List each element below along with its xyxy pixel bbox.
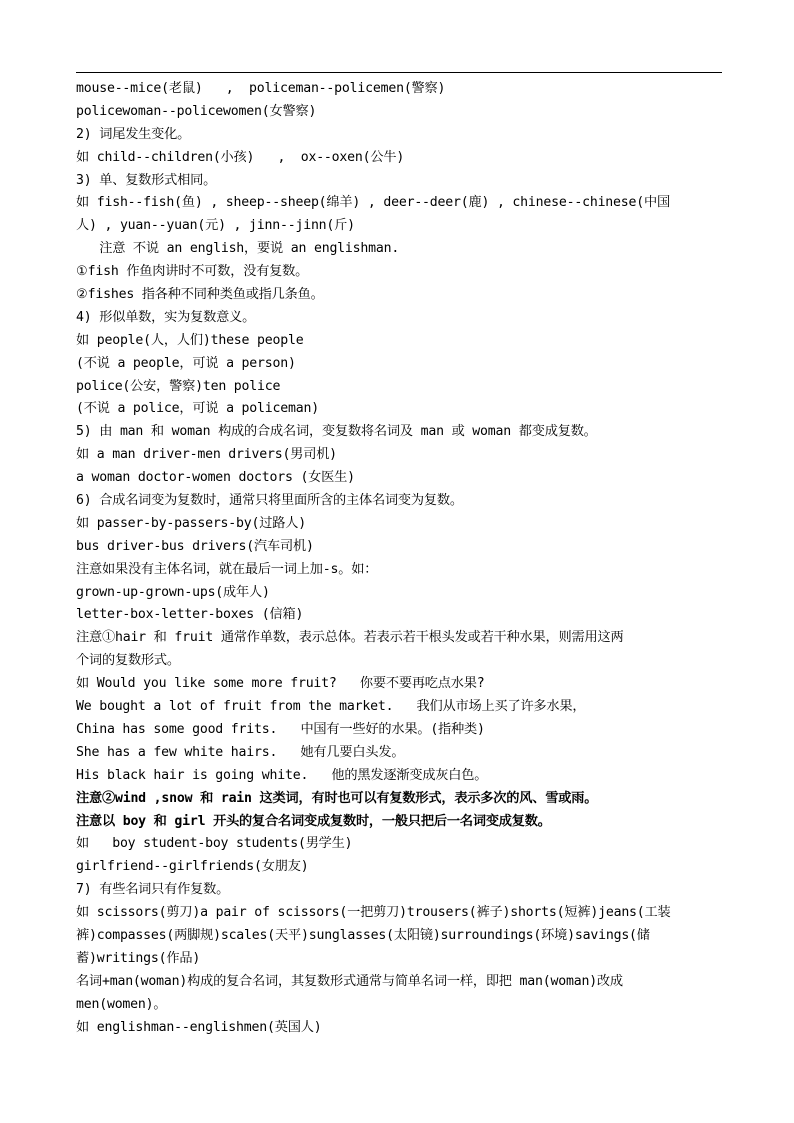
text-line: grown-up-grown-ups(成年人): [76, 584, 270, 600]
document-body: [76, 78, 726, 1039]
text-line: 6) 合成名词变为复数时，通常只将里面所含的主体名词变为复数。: [76, 493, 463, 509]
text-line: 裤)compasses(两脚规)scales(天平)sunglasses(太阳镜)surroundings(环境)savings(储: [76, 927, 650, 943]
text-line: 如 a man driver-men drivers(男司机): [76, 447, 337, 463]
text-line: (不说 a police，可说 a policeman): [76, 401, 319, 417]
text-line: 5) 由 man 和 woman 构成的合成名词，变复数将名词及 man 或 woman 都变成复数。: [76, 424, 597, 440]
text-line: mouse--mice(老鼠) , policeman--policemen(警察): [76, 81, 446, 96]
text-line: bus driver-bus drivers(汽车司机): [76, 538, 314, 554]
text-line: police(公安，警察)ten police: [76, 378, 281, 394]
text-line: 如 people(人，人们)these people: [76, 332, 304, 348]
text-line: men(women)。: [76, 996, 167, 1012]
text-line: 2) 词尾发生变化。: [76, 126, 191, 142]
text-line: 如 englishman--englishmen(英国人): [76, 1019, 322, 1035]
text-line: 注意①hair 和 fruit 通常作单数，表示总体。若表示若干根头发或若干种水果，则需用这两: [76, 630, 624, 646]
text-line: ①fish 作鱼肉讲时不可数，没有复数。: [76, 264, 309, 280]
text-line: 4) 形似单数，实为复数意义。: [76, 309, 256, 325]
text-line: policewoman--policewomen(女警察): [76, 103, 317, 119]
text-line: 个词的复数形式。: [76, 653, 180, 669]
text-line: 7) 有些名词只有作复数。: [76, 882, 230, 898]
text-line: 如 Would you like some more fruit? 你要不要再吃点水果?: [76, 676, 485, 692]
text-line: 注意以 boy 和 girl 开头的复合名词变成复数时，一般只把后一名词变成复数。: [76, 813, 551, 829]
text-line: His black hair is going white. 他的黑发逐渐变成灰白色。: [76, 767, 488, 783]
text-line: 如 scissors(剪刀)a pair of scissors(一把剪刀)trousers(裤子)shorts(短裤)jeans(工装: [76, 905, 671, 921]
text-line: 3) 单、复数形式相同。: [76, 172, 217, 188]
text-line: 注意②wind ,snow 和 rain 这类词，有时也可以有复数形式，表示多次的风、雪或雨。: [76, 790, 598, 806]
header-rule: [76, 72, 722, 73]
text-line: girlfriend--girlfriends(女朋友): [76, 859, 309, 875]
text-line: 如 boy student-boy students(男学生): [76, 836, 353, 852]
text-line: 注意 不说 an english，要说 an englishman.: [76, 241, 400, 257]
text-line: (不说 a people，可说 a person): [76, 355, 296, 371]
text-line: 如 passer-by-passers-by(过路人): [76, 515, 306, 531]
text-line: ②fishes 指各种不同种类鱼或指几条鱼。: [76, 287, 324, 303]
text-line: 蓄)writings(作品): [76, 950, 201, 966]
text-line: a woman doctor-women doctors (女医生): [76, 470, 355, 486]
text-line: 名词+man(woman)构成的复合名词，其复数形式通常与简单名词一样，即把 man(woman)改成: [76, 973, 623, 989]
text-line: 如 fish--fish(鱼) , sheep--sheep(绵羊) , deer--deer(鹿) , chinese--chinese(中国: [76, 195, 670, 211]
text-line: 如 child--children(小孩) , ox--oxen(公牛): [76, 149, 405, 165]
text-line: 人) , yuan--yuan(元) , jinn--jinn(斤): [76, 218, 355, 234]
text-line: She has a few white hairs. 她有几要白头发。: [76, 744, 405, 760]
text-line: We bought a lot of fruit from the market. 我们从市场上买了许多水果，: [76, 699, 586, 715]
text-line: 注意如果没有主体名词，就在最后一词上加-s。如：: [76, 561, 378, 577]
text-line: China has some good frits. 中国有一些好的水果。(指种类): [76, 721, 485, 737]
text-line: letter-box-letter-boxes (信箱): [76, 607, 304, 623]
